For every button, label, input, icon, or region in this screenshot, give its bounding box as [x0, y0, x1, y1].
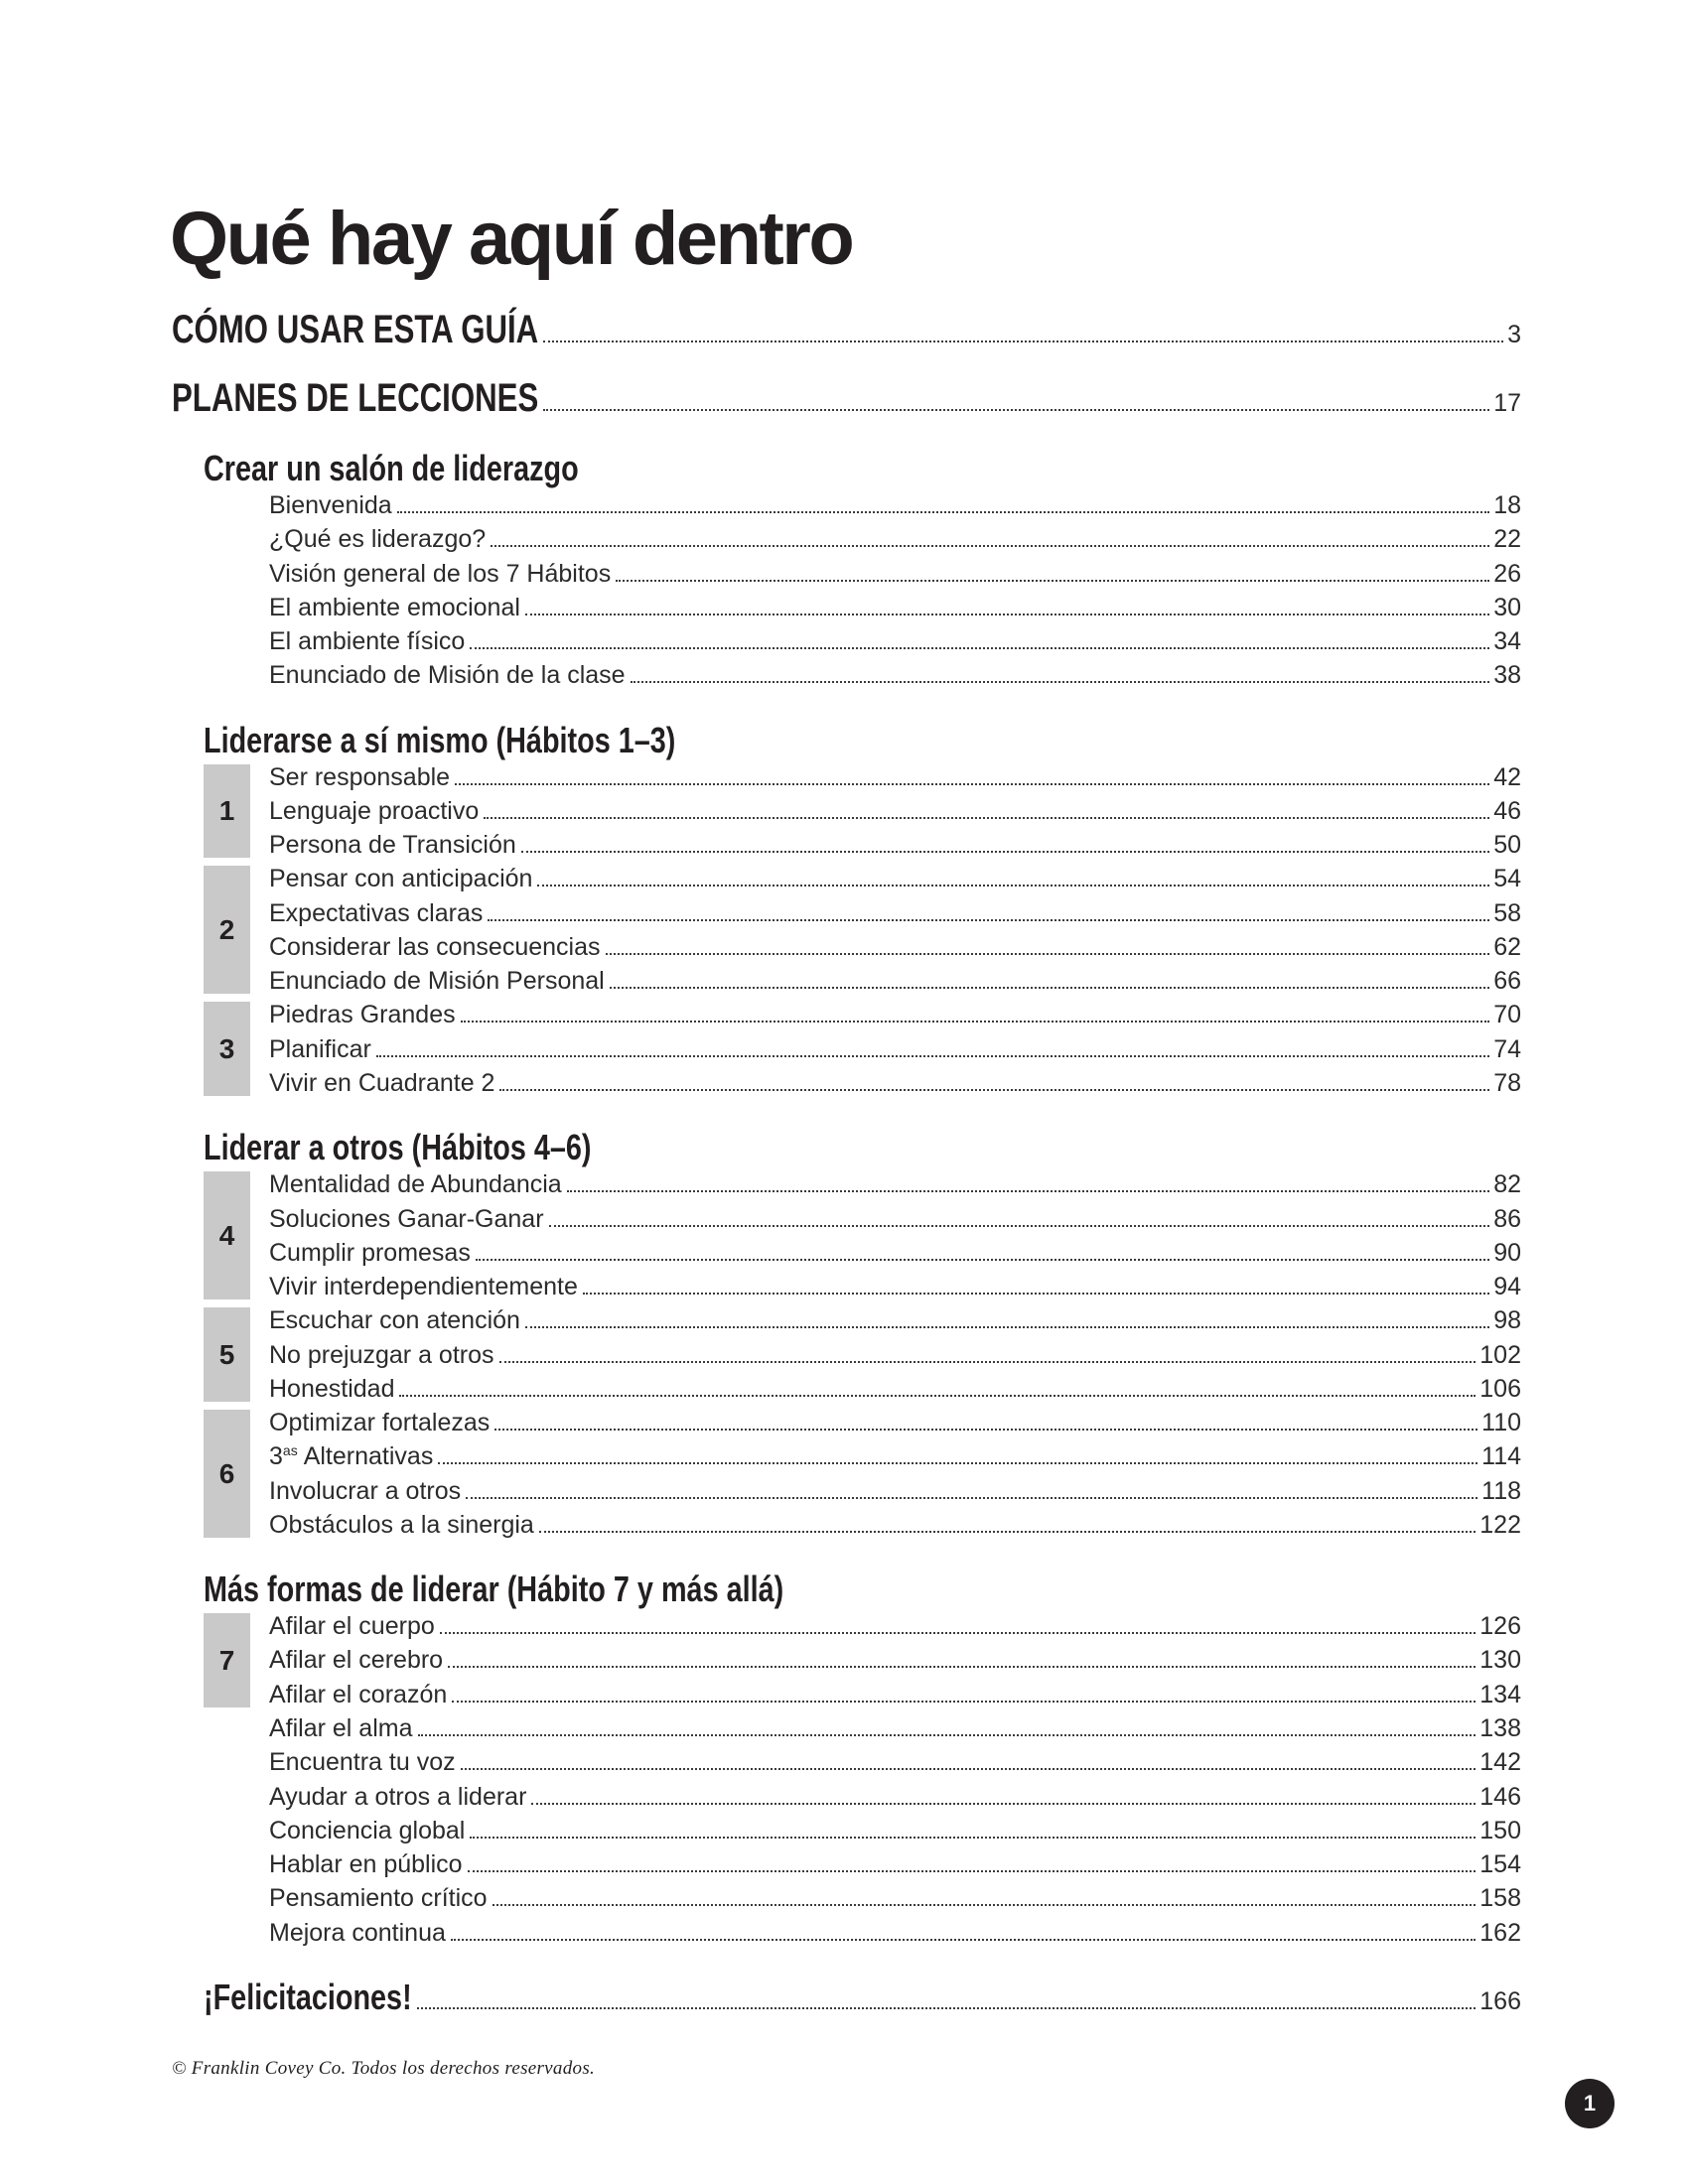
- habit-group: [204, 1609, 1521, 1711]
- page-reference: 26: [1493, 559, 1521, 588]
- toc-entry: [269, 1270, 1521, 1303]
- toc-entry: [269, 760, 1521, 794]
- page-reference: 150: [1479, 1816, 1521, 1844]
- entry-title: Conciencia global: [269, 1816, 466, 1844]
- dot-leader: [606, 953, 1490, 955]
- entry-title: Optimizar fortalezas: [269, 1409, 491, 1437]
- dot-leader: [521, 851, 1489, 853]
- page-reference: 130: [1479, 1646, 1521, 1675]
- section-heading-text: Liderar a otros (Hábitos 4–6): [204, 1127, 592, 1168]
- toc-entry: [172, 305, 1521, 354]
- habit-group: [204, 1406, 1521, 1542]
- page-reference: 74: [1493, 1034, 1521, 1063]
- entry-title: Bienvenida: [269, 491, 392, 519]
- section-heading-text: Más formas de liderar (Hábito 7 y más allá): [204, 1569, 784, 1610]
- toc-entry: [269, 1032, 1521, 1066]
- section-heading: [204, 721, 1521, 760]
- toc-entry: [269, 1881, 1521, 1915]
- dot-leader: [484, 817, 1489, 819]
- page-reference: 70: [1493, 1001, 1521, 1029]
- dot-leader: [468, 1870, 1477, 1872]
- entry-title: Afilar el corazón: [269, 1680, 448, 1708]
- toc-entry: [269, 1372, 1521, 1406]
- page-reference: 90: [1493, 1238, 1521, 1267]
- section-heading: [204, 1570, 1521, 1609]
- dot-leader: [537, 885, 1489, 887]
- entry-title: Obstáculos a la sinergia: [269, 1510, 534, 1539]
- habit-group: [204, 862, 1521, 998]
- entry-title: ¡Felicitaciones!: [204, 1977, 412, 2017]
- dot-leader: [461, 1021, 1490, 1023]
- dot-leader: [492, 1904, 1477, 1906]
- page-reference: 62: [1493, 932, 1521, 961]
- page-reference: 114: [1481, 1442, 1521, 1471]
- dot-leader: [418, 1734, 1477, 1736]
- toc-entry: [269, 1202, 1521, 1236]
- page-reference: 82: [1493, 1170, 1521, 1199]
- toc-section: [204, 449, 1521, 693]
- page-reference: 3: [1507, 321, 1521, 348]
- habit-number-badge: 1: [204, 764, 250, 859]
- page-reference: 78: [1493, 1068, 1521, 1097]
- copyright-footer: © Franklin Covey Co. Todos los derechos reservados.: [172, 2058, 596, 2079]
- entry-title: Soluciones Ganar-Ganar: [269, 1204, 544, 1233]
- dot-leader: [543, 409, 1489, 411]
- page-reference: 18: [1493, 491, 1521, 519]
- page-reference: 94: [1493, 1273, 1521, 1301]
- toc-entry: [269, 828, 1521, 862]
- entry-title: Mejora continua: [269, 1918, 446, 1947]
- entry-title: Encuentra tu voz: [269, 1748, 456, 1777]
- dot-leader: [470, 1837, 1476, 1839]
- dot-leader: [525, 1326, 1489, 1328]
- entry-title: Lenguaje proactivo: [269, 796, 480, 825]
- page-reference: 17: [1493, 389, 1521, 417]
- toc-entry: [172, 373, 1521, 423]
- dot-leader: [466, 1497, 1477, 1499]
- entry-title: PLANES DE LECCIONES: [172, 376, 539, 420]
- entry-title: El ambiente emocional: [269, 593, 520, 621]
- entry-title: Mentalidad de Abundancia: [269, 1170, 562, 1199]
- entry-title: ¿Qué es liderazgo?: [269, 525, 487, 554]
- page-reference: 122: [1479, 1510, 1521, 1539]
- dot-leader: [491, 545, 1489, 547]
- entry-title: Expectativas claras: [269, 898, 484, 927]
- habit-number-badge: 7: [204, 1613, 250, 1707]
- habit-group: [204, 1167, 1521, 1303]
- toc-entry: [269, 1406, 1521, 1439]
- dot-leader: [631, 681, 1490, 683]
- page-reference: 34: [1493, 627, 1521, 656]
- entry-title: Considerar las consecuencias: [269, 932, 601, 961]
- entry-title: No prejuzgar a otros: [269, 1340, 494, 1369]
- dot-leader: [499, 1361, 1477, 1363]
- toc-entry: [269, 998, 1521, 1031]
- toc-entry: [269, 1711, 1521, 1745]
- entry-title: Afilar el cerebro: [269, 1646, 444, 1675]
- dot-leader: [539, 1531, 1476, 1533]
- page-reference: 66: [1493, 967, 1521, 996]
- page-reference: 46: [1493, 796, 1521, 825]
- section-heading: [204, 449, 1521, 488]
- dot-leader: [567, 1190, 1490, 1192]
- toc-entry: [269, 1066, 1521, 1100]
- dot-leader: [417, 2007, 1477, 2009]
- entry-title: Afilar el cuerpo: [269, 1612, 435, 1641]
- page-reference: 106: [1479, 1374, 1521, 1403]
- dot-leader: [525, 614, 1489, 615]
- entry-title: CÓMO USAR ESTA GUÍA: [172, 308, 539, 351]
- entry-title: Hablar en público: [269, 1850, 463, 1879]
- toc-entry: [269, 1847, 1521, 1881]
- section-heading: [204, 1128, 1521, 1167]
- page-reference: 98: [1493, 1306, 1521, 1335]
- toc-entry: [269, 591, 1521, 624]
- toc-entry: [269, 930, 1521, 964]
- dot-leader: [376, 1055, 1489, 1057]
- section-heading-text: Liderarse a sí mismo (Hábitos 1–3): [204, 719, 676, 760]
- entry-title: Vivir interdependientemente: [269, 1273, 578, 1301]
- toc-entry: [269, 658, 1521, 692]
- dot-leader: [452, 1701, 1476, 1703]
- entry-title-superscript: as: [282, 1442, 298, 1459]
- entry-title: Persona de Transición: [269, 831, 516, 860]
- toc-entry: [269, 964, 1521, 998]
- page-reference: 86: [1493, 1204, 1521, 1233]
- toc-section: [204, 721, 1521, 1101]
- toc-entry: [269, 1916, 1521, 1950]
- page-reference: 102: [1479, 1340, 1521, 1369]
- dot-leader: [455, 783, 1489, 785]
- entry-title: Honestidad: [269, 1374, 395, 1403]
- page-reference: 134: [1479, 1680, 1521, 1708]
- entry-title: [269, 1439, 433, 1473]
- toc-entry: [269, 1167, 1521, 1201]
- toc-entry: [269, 896, 1521, 930]
- entry-title: Enunciado de Misión Personal: [269, 967, 605, 996]
- toc-entry-closing: [204, 1978, 1521, 2017]
- dot-leader: [499, 1089, 1489, 1091]
- toc-entry: [269, 1439, 1521, 1473]
- dot-leader: [549, 1225, 1490, 1227]
- toc-entry: [269, 1780, 1521, 1814]
- dot-leader: [616, 580, 1489, 582]
- toc-entry: [269, 1745, 1521, 1779]
- page-reference: 54: [1493, 865, 1521, 893]
- section-heading-text: Crear un salón de liderazgo: [204, 448, 579, 488]
- entry-title: Afilar el alma: [269, 1713, 413, 1742]
- page-reference: 142: [1479, 1748, 1521, 1777]
- dot-leader: [438, 1462, 1477, 1464]
- habit-number-badge: 5: [204, 1307, 250, 1402]
- dot-leader: [461, 1768, 1477, 1770]
- entry-title: Pensamiento crítico: [269, 1884, 488, 1913]
- page-reference: 42: [1493, 762, 1521, 791]
- page-reference: 38: [1493, 661, 1521, 690]
- dot-leader: [397, 511, 1489, 513]
- dot-leader: [440, 1632, 1477, 1634]
- entry-title: Piedras Grandes: [269, 1001, 456, 1029]
- entry-title: Pensar con anticipación: [269, 865, 533, 893]
- toc-section: [204, 1128, 1521, 1542]
- entry-title: El ambiente físico: [269, 627, 466, 656]
- toc-entry: [269, 1643, 1521, 1677]
- toc-entry: [269, 1303, 1521, 1337]
- habit-group: [204, 488, 1521, 693]
- page-reference: 50: [1493, 831, 1521, 860]
- habit-group: [204, 998, 1521, 1100]
- dot-leader: [451, 1939, 1476, 1941]
- entry-title: Ayudar a otros a liderar: [269, 1782, 527, 1811]
- toc-entry: [269, 1678, 1521, 1711]
- toc-entry: [269, 557, 1521, 591]
- dot-leader: [488, 919, 1489, 921]
- dot-leader: [494, 1429, 1477, 1431]
- page-number-badge: 1: [1565, 2079, 1615, 2128]
- page-title: Qué hay aquí dentro: [170, 197, 853, 281]
- entry-title: Cumplir promesas: [269, 1238, 471, 1267]
- dot-leader: [470, 647, 1489, 649]
- entry-title: Enunciado de Misión de la clase: [269, 661, 626, 690]
- dot-leader: [610, 987, 1489, 989]
- page-reference: 146: [1479, 1782, 1521, 1811]
- entry-title: Escuchar con atención: [269, 1306, 520, 1335]
- entry-title: Involucrar a otros: [269, 1476, 462, 1505]
- habit-number-badge: 3: [204, 1002, 250, 1096]
- entry-title: Visión general de los 7 Hábitos: [269, 559, 612, 588]
- dot-leader: [448, 1666, 1476, 1668]
- habit-number-badge: 6: [204, 1410, 250, 1538]
- toc-entry: [269, 488, 1521, 522]
- habit-group: [204, 1303, 1521, 1406]
- page-reference: 166: [1479, 1987, 1521, 2015]
- toc-entry: [269, 1338, 1521, 1372]
- page-reference: 22: [1493, 525, 1521, 554]
- habit-group: [204, 1711, 1521, 1950]
- toc-entry: [269, 1609, 1521, 1643]
- toc-entry: [269, 1236, 1521, 1270]
- page-reference: 58: [1493, 898, 1521, 927]
- entry-title: Vivir en Cuadrante 2: [269, 1068, 495, 1097]
- page-reference: 158: [1479, 1884, 1521, 1913]
- dot-leader: [583, 1293, 1489, 1295]
- toc-lesson-sections: [204, 449, 1521, 1978]
- dot-leader: [531, 1803, 1476, 1805]
- dot-leader: [543, 341, 1503, 342]
- page-reference: 138: [1479, 1713, 1521, 1742]
- toc-main-entries: [172, 305, 1521, 442]
- entry-title: Planificar: [269, 1034, 371, 1063]
- entry-title: Ser responsable: [269, 762, 451, 791]
- habit-group: [204, 760, 1521, 863]
- habit-number-badge: 2: [204, 866, 250, 994]
- entry-title-prefix: 3: [269, 1442, 283, 1471]
- dot-leader: [476, 1259, 1489, 1261]
- entry-title-text: Alternativas: [303, 1442, 434, 1471]
- toc-entry: [269, 1474, 1521, 1508]
- toc-section: [204, 1570, 1521, 1950]
- page-reference: 118: [1481, 1476, 1521, 1505]
- page-reference: 154: [1479, 1850, 1521, 1879]
- toc-entry: [269, 1508, 1521, 1542]
- habit-number-badge: 4: [204, 1171, 250, 1299]
- page-reference: 126: [1479, 1612, 1521, 1641]
- toc-entry: [269, 794, 1521, 828]
- page-reference: 110: [1481, 1409, 1521, 1437]
- toc-entry: [269, 624, 1521, 658]
- page-reference: 162: [1479, 1918, 1521, 1947]
- toc-entry: [269, 1814, 1521, 1847]
- toc-entry: [269, 862, 1521, 895]
- dot-leader: [399, 1395, 1476, 1397]
- toc-entry: [269, 522, 1521, 556]
- page-reference: 30: [1493, 593, 1521, 621]
